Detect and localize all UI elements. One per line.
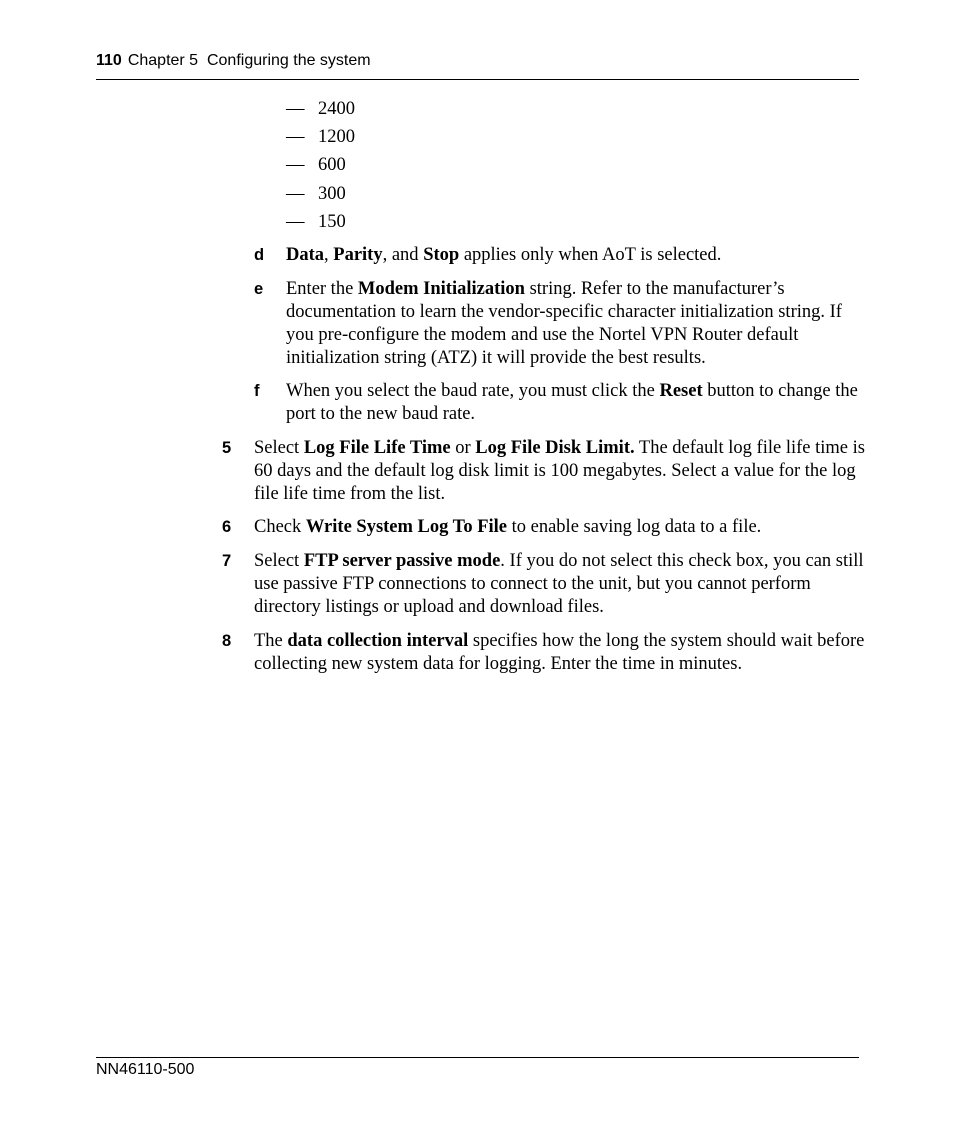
baud-rate-value: 150: [318, 212, 346, 232]
term-reset: Reset: [659, 381, 703, 401]
text-run: Check: [254, 517, 306, 537]
baud-rate-item: [286, 126, 355, 149]
text-run: The default log file life time is 60 days and the default log disk limit is 100 megabytes. Select a value for the log file life time from the list.: [254, 438, 865, 504]
text-run: button to change the port to the new baud rate.: [286, 381, 858, 424]
step-marker-5: 5: [222, 439, 232, 457]
step-marker-8: 8: [222, 632, 232, 650]
dash-bullet: —: [286, 184, 305, 204]
substep-marker-f: f: [254, 382, 260, 400]
baud-rate-value: 1200: [318, 127, 355, 147]
baud-rate-item: [286, 154, 346, 177]
substep-d-text: [286, 244, 866, 267]
text-run: When you select the baud rate, you must click the: [286, 381, 660, 401]
dash-bullet: —: [286, 127, 305, 147]
baud-rate-value: 600: [318, 155, 346, 175]
text-run: specifies how the long the system should wait before collecting new system data for logging. Enter the time in minutes.: [254, 631, 865, 674]
text-run: ,: [324, 245, 334, 265]
substep-marker-e: e: [254, 280, 264, 298]
term-parity: Parity: [333, 245, 383, 265]
term-log-file-disk-limit: Log File Disk Limit.: [475, 438, 635, 458]
text-run: Select: [254, 551, 304, 571]
step-5-text: [254, 437, 866, 506]
baud-rate-item: [286, 211, 346, 234]
dash-bullet: —: [286, 99, 305, 119]
chapter-title: Chapter 5 Configuring the system: [127, 52, 371, 69]
footer-rule: [96, 1057, 859, 1058]
step-marker-7: 7: [222, 552, 232, 570]
dash-bullet: —: [286, 212, 305, 232]
term-log-file-life-time: Log File Life Time: [303, 438, 451, 458]
step-7-text: [254, 550, 866, 619]
baud-rate-value: 300: [318, 184, 346, 204]
term-write-system-log: Write System Log To File: [305, 517, 507, 537]
running-header: [96, 52, 371, 70]
text-run: string. Refer to the manufacturer’s documentation to learn the vendor-specific character initialization string. If you pre-configure the modem and use the Nortel VPN Router default initialization string (ATZ) it will provide the best results.: [286, 279, 842, 368]
text-run: applies only when AoT is selected.: [459, 245, 722, 265]
step-8-text: [254, 630, 866, 676]
term-stop: Stop: [423, 245, 460, 265]
baud-rate-value: 2400: [318, 99, 355, 119]
header-rule: [96, 79, 859, 80]
text-run: to enable saving log data to a file.: [507, 517, 762, 537]
text-run: , and: [382, 245, 424, 265]
text-run: Select: [254, 438, 304, 458]
text-run: or: [450, 438, 476, 458]
baud-rate-item: [286, 98, 355, 121]
text-run: . If you do not select this check box, you can still use passive FTP connections to connect to the unit, but you cannot perform directory listings or upload and download files.: [254, 551, 864, 617]
page-number: 110: [96, 52, 122, 69]
substep-f-text: [286, 380, 866, 426]
substep-marker-d: d: [254, 246, 265, 264]
term-ftp-passive-mode: FTP server passive mode: [303, 551, 501, 571]
step-6-text: [254, 516, 866, 539]
substep-e-text: [286, 278, 866, 370]
text-run: Enter the: [286, 279, 358, 299]
doc-number: NN46110-500: [96, 1061, 195, 1078]
term-data: Data: [286, 245, 325, 265]
text-run: The: [254, 631, 288, 651]
step-marker-6: 6: [222, 518, 232, 536]
dash-bullet: —: [286, 155, 305, 175]
baud-rate-item: [286, 183, 346, 206]
term-modem-initialization: Modem Initialization: [357, 279, 525, 299]
term-data-collection-interval: data collection interval: [287, 631, 469, 651]
